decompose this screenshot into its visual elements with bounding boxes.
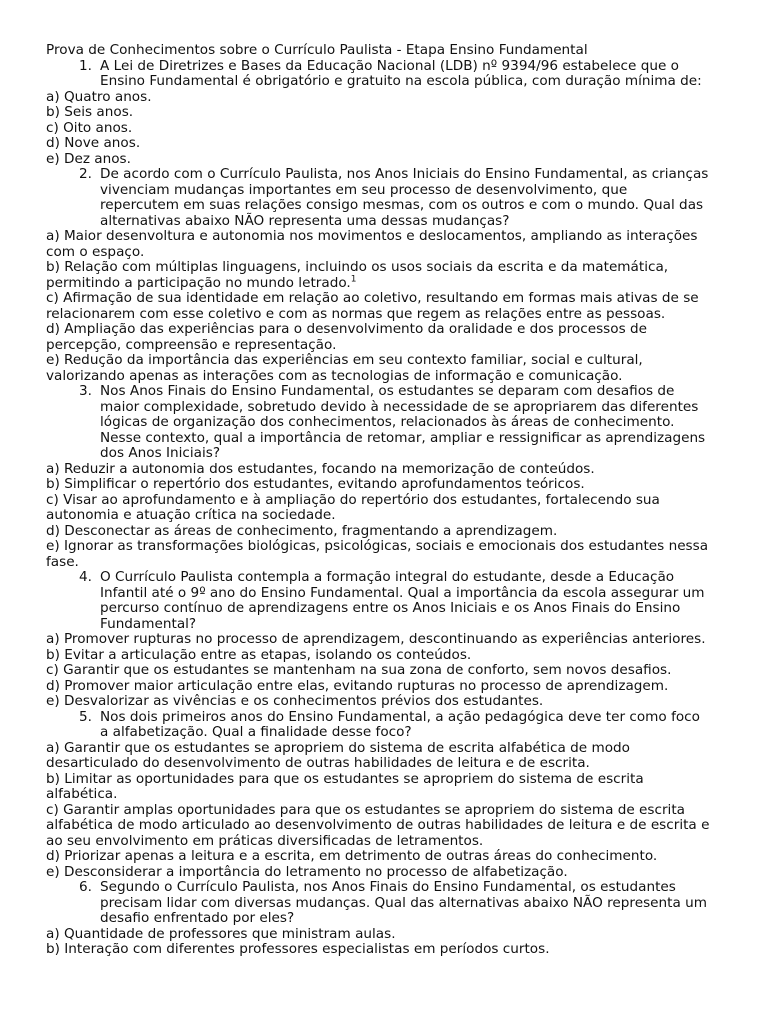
answer-option: a) Quatro anos. [46, 88, 152, 105]
answer-option: b) Simplificar o repertório dos estudantes, evitando aprofundamentos teóricos. [46, 476, 585, 492]
answer-option: d) Promover maior articulação entre elas, evitando rupturas no processo de aprendizagem. [46, 677, 669, 694]
answer-option: e) Ignorar as transformações biológicas, psicológicas, sociais e emocionais dos estudantes nessa fase. [46, 538, 709, 570]
answer-option: c) Oito anos. [46, 119, 133, 136]
question-4 [46, 570, 722, 710]
answer-option: e) Redução da importância das experiências em seu contexto familiar, social e cultural, valorizando apenas as interações com as tecnologias de informação e comunicação. [46, 352, 643, 384]
answer-option: a) Reduzir a autonomia dos estudantes, focando na memorização de conteúdos. [46, 460, 595, 477]
question-text: De acordo com o Currículo Paulista, nos Anos Iniciais do Ensino Fundamental, as crianças vivenciam mudanças importantes em seu processo de desenvolvimento, que repercutem em suas relações consigo mesmas, com os outros e com o mundo. Qual das alternativas abaixo NÃO representa uma dessas mudanças? [100, 166, 709, 229]
answer-option: e) Dez anos. [46, 150, 131, 167]
answer-option: b) Interação com diferentes professores especialistas em períodos curtos. [46, 941, 550, 957]
answer-option [46, 260, 722, 291]
answer-option: a) Garantir que os estudantes se apropriem do sistema de escrita alfabética de modo desarticulado do desenvolvimento de outras habilidades de leitura e de escrita. [46, 739, 630, 771]
question-text: Nos dois primeiros anos do Ensino Fundamental, a ação pedagógica deve ter como foco a alfabetização. Qual a finalidade desse foco? [100, 708, 700, 740]
answer-options [46, 632, 722, 710]
answer-options [46, 229, 722, 384]
question-text: A Lei de Diretrizes e Bases da Educação Nacional (LDB) nº 9394/96 estabelece que o Ensino Fundamental é obrigatório e gratuito na escola pública, com duração mínima de: [100, 57, 702, 89]
question-6 [46, 880, 722, 958]
answer-options [46, 927, 722, 958]
answer-option: d) Desconectar as áreas de conhecimento, fragmentando a aprendizagem. [46, 522, 558, 539]
answer-option: d) Priorizar apenas a leitura e a escrita, em detrimento de outras áreas do conhecimento. [46, 848, 658, 864]
answer-option: e) Desvalorizar as vivências e os conhecimentos prévios dos estudantes. [46, 693, 544, 709]
answer-option: a) Promover rupturas no processo de aprendizagem, descontinuando as experiências anteriores. [46, 631, 706, 647]
answer-options [46, 462, 722, 571]
answer-option: c) Afirmação de sua identidade em relação ao coletivo, resultando em formas mais ativas de se relacionarem com esse coletivo e com as normas que regem as relações entre as pessoas. [46, 290, 699, 322]
question-text: Segundo o Currículo Paulista, nos Anos Finais do Ensino Fundamental, os estudantes precisam lidar com diversas mudanças. Qual das alternativas abaixo NÃO representa um desafio enfrentado por eles? [100, 879, 707, 926]
answer-option-text: b) Relação com múltiplas linguagens, incluindo os usos sociais da escrita e da matemática, permitindo a participação no mundo letrado. [46, 259, 669, 291]
answer-option: c) Visar ao aprofundamento e à ampliação do repertório dos estudantes, fortalecendo sua autonomia e atuação crítica na sociedade. [46, 491, 660, 523]
answer-option: c) Garantir que os estudantes se mantenham na sua zona de conforto, sem novos desafios. [46, 662, 672, 678]
question-number: 1. [79, 57, 92, 74]
question-text: O Currículo Paulista contempla a formação integral do estudante, desde a Educação Infantil até o 9º ano do Ensino Fundamental. Qual a importância da escola assegurar um percurso contínuo de aprendizagens entre os Anos Iniciais e os Anos Finais do Ensino Fundamental? [100, 569, 705, 632]
answer-option: e) Desconsiderar a importância do letramento no processo de alfabetização. [46, 863, 568, 880]
answer-option: d) Nove anos. [46, 135, 141, 151]
answer-option: d) Ampliação das experiências para o desenvolvimento da oralidade e dos processos de percepção, compreensão e representação. [46, 321, 647, 353]
question-5 [46, 710, 722, 881]
question-number: 3. [79, 383, 92, 399]
answer-options [46, 741, 722, 881]
question-number: 2. [79, 166, 92, 182]
document-title: Prova de Conhecimentos sobre o Currículo Paulista - Etapa Ensino Fundamental [46, 42, 588, 58]
question-number: 6. [79, 879, 92, 895]
footnote-mark: 1 [350, 273, 357, 284]
question-2 [46, 167, 722, 384]
answer-option: a) Maior desenvoltura e autonomia nos movimentos e deslocamentos, ampliando as interações com o espaço. [46, 228, 698, 260]
question-text: Nos Anos Finais do Ensino Fundamental, os estudantes se deparam com desafios de maior complexidade, sobretudo devido à necessidade de se apropriarem das diferentes lógicas de organização dos conhecimentos, relacionados às áreas de conhecimento. Nesse contexto, qual a importância de retomar, ampliar e ressignificar as aprendizagens dos Anos Iniciais? [100, 383, 706, 461]
question-number: 4. [79, 569, 92, 585]
answer-option: a) Quantidade de professores que ministram aulas. [46, 925, 396, 942]
question-1 [46, 59, 722, 168]
question-number: 5. [79, 708, 92, 725]
answer-option: c) Garantir amplas oportunidades para que os estudantes se apropriem do sistema de escrita alfabética de modo articulado ao desenvolvimento de outras habilidades de leitura e de escrita e ao seu envolvimento em práticas diversificadas de letramentos. [46, 801, 710, 849]
answer-options [46, 90, 722, 168]
question-3 [46, 384, 722, 570]
answer-option: b) Limitar as oportunidades para que os estudantes se apropriem do sistema de escrita alfabética. [46, 770, 644, 802]
answer-option: b) Seis anos. [46, 104, 134, 120]
answer-option: b) Evitar a articulação entre as etapas, isolando os conteúdos. [46, 646, 472, 663]
